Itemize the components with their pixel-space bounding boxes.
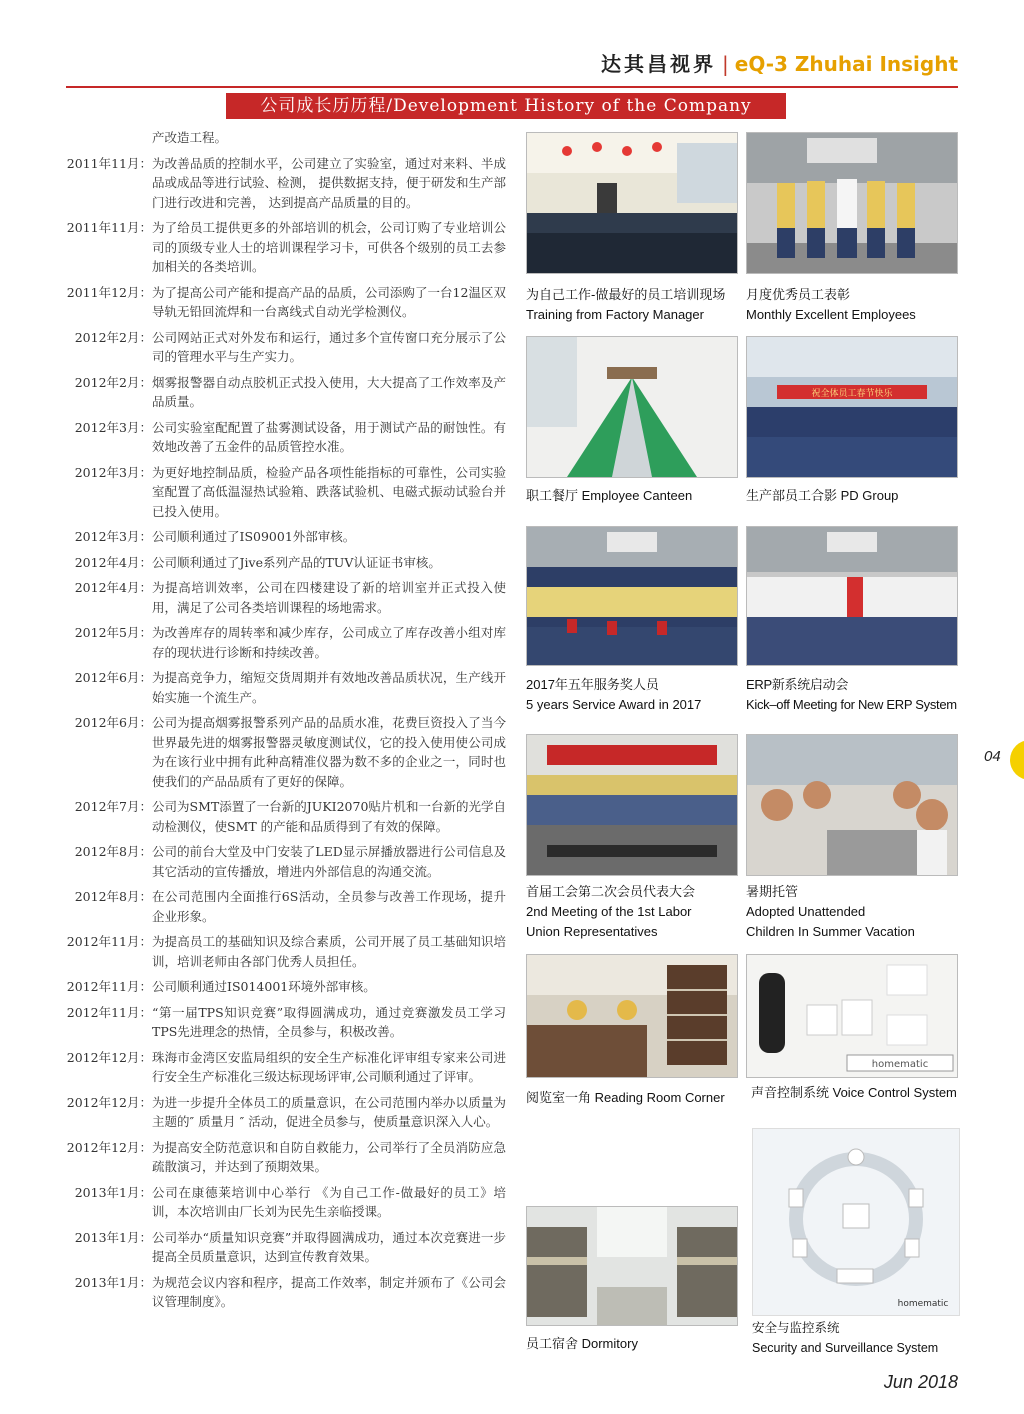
caption-erp-en: Kick–off Meeting for New ERP System bbox=[746, 697, 957, 712]
timeline-date: 2012年5月： bbox=[74, 625, 152, 640]
timeline-date: 2013年1月： bbox=[74, 1229, 152, 1245]
caption-training bbox=[526, 285, 725, 325]
timeline-date: 2012年12月： bbox=[66, 1049, 152, 1065]
timeline-text: 烟雾报警器自动点胶机正式投入使用，大大提高了工作效率及产品质量。 bbox=[152, 374, 506, 409]
security-system-image bbox=[753, 1129, 959, 1315]
caption-summer-en1: Adopted Unattended bbox=[746, 904, 866, 919]
brand-cn: 达其昌视界 bbox=[601, 52, 717, 76]
timeline-entry bbox=[66, 128, 506, 148]
pd-banner-text: 祝全体员工春节快乐 bbox=[811, 389, 893, 399]
caption-voice bbox=[751, 1083, 957, 1103]
caption-erp bbox=[746, 675, 957, 715]
timeline-entry bbox=[66, 842, 506, 881]
caption-union-en1: 2nd Meeting of the 1st Labor bbox=[526, 904, 692, 919]
caption-service-award-en: 5 years Service Award in 2017 bbox=[526, 697, 702, 712]
timeline-entry bbox=[66, 623, 506, 662]
timeline-text: 公司顺利通过了IS09001外部审核。 bbox=[152, 529, 356, 544]
timeline-date: 2013年1月： bbox=[74, 1184, 152, 1200]
page-tab-marker bbox=[1010, 740, 1024, 780]
erp-meeting-image bbox=[747, 527, 957, 665]
timeline-date: 2012年8月： bbox=[74, 889, 152, 904]
timeline-entry bbox=[66, 1183, 506, 1222]
caption-summer-cn: 暑期托管 bbox=[746, 884, 799, 899]
timeline-text: 为改善品质的控制水平，公司建立了实验室，通过对来料、半成品或成品等进行试验、检测， 提供数据支持，便于研发和生产部门进行改进和完善， 达到提高产品质量的目的。 bbox=[152, 155, 506, 210]
voice-logo-text: homematic bbox=[871, 1059, 929, 1070]
timeline-text: 公司在康德莱培训中心举行 《为自己工作-做最好的员工》培训，本次培训由厂长刘为民先生亲临授课。 bbox=[152, 1184, 506, 1219]
timeline-text: 公司为提高烟雾报警系列产品的品质水准，花费巨资投入了当今世界最先进的烟雾报警器灵敏度测试仪，它的投入使用使公司成为在该行业中拥有此种高精准仪器为数不多的企业之一，同时也使我们的产品品质有了更好的保障。 bbox=[152, 715, 506, 789]
dormitory-image bbox=[527, 1207, 737, 1325]
timeline-text: 为规范会议内容和程序，提高工作效率，制定并颁布了《公司会议管理制度》。 bbox=[152, 1274, 506, 1309]
timeline-entry bbox=[66, 218, 506, 277]
timeline-text: 公司顺利通过了Jive系列产品的TUV认证证书审核。 bbox=[152, 554, 441, 570]
timeline-entry bbox=[66, 1048, 506, 1087]
timeline-entry bbox=[66, 932, 506, 971]
timeline-entry bbox=[66, 1093, 506, 1132]
caption-service-award-cn: 2017年五年服务奖人员 bbox=[526, 677, 659, 692]
caption-monthly bbox=[746, 285, 916, 325]
caption-summer bbox=[746, 882, 915, 942]
page-number: 04 bbox=[984, 748, 1001, 765]
header-divider bbox=[66, 86, 958, 88]
caption-security bbox=[752, 1318, 938, 1358]
timeline-entry bbox=[66, 1273, 506, 1312]
timeline-entry bbox=[66, 328, 506, 367]
caption-canteen-cn: 职工餐厅 Employee Canteen bbox=[526, 488, 693, 503]
photo-erp bbox=[746, 526, 958, 666]
union-meeting-image bbox=[527, 735, 737, 875]
caption-summer-en2: Children In Summer Vacation bbox=[746, 924, 915, 939]
timeline-entry bbox=[66, 887, 506, 926]
timeline-date: 2012年12月： bbox=[66, 1094, 152, 1110]
footer-date: Jun 2018 bbox=[883, 1372, 958, 1392]
timeline-text: 为了给员工提供更多的外部培训的机会，公司订购了专业培训公司的顶级专业人士的培训课程学习卡，可供各个级别的员工去参加相关的各类培训。 bbox=[152, 220, 506, 274]
photo-service-award bbox=[526, 526, 738, 666]
timeline-date: 2012年11月： bbox=[66, 1004, 152, 1020]
timeline-date: 2012年4月： bbox=[74, 554, 152, 570]
caption-reading bbox=[526, 1088, 725, 1108]
timeline-text: 为提高培训效率，公司在四楼建设了新的培训室并正式投入使用，满足了公司各类培训课程的场地需求。 bbox=[152, 580, 506, 615]
photo-dormitory bbox=[526, 1206, 738, 1326]
timeline-date: 2012年3月： bbox=[74, 529, 152, 544]
timeline-text: 公司的前台大堂及中门安装了LED显示屏播放器进行公司信息及其它活动的宣传播放，增进内外部信息的沟通交流。 bbox=[152, 844, 506, 879]
timeline-text: 为提高竞争力，缩短交货周期并有效地改善品质状况，生产线开始实施一个流生产。 bbox=[152, 670, 506, 705]
timeline-entry bbox=[66, 578, 506, 617]
section-title: 公司成长历历程/Development History of the Company bbox=[226, 93, 786, 119]
brand-en: eQ-3 Zhuhai Insight bbox=[734, 52, 958, 76]
timeline bbox=[66, 128, 506, 1318]
timeline-text: 公司实验室配配置了盐雾测试设备，用于测试产品的耐蚀性。有效地改善了五金件的品质管控水准。 bbox=[152, 419, 506, 454]
timeline-text: “第一届TPS知识竞赛”取得圆满成功，通过竞赛激发员工学习TPS先进理念的热情，全员参与，积极改善。 bbox=[152, 1004, 506, 1039]
caption-training-en: Training from Factory Manager bbox=[526, 307, 704, 322]
service-award-image bbox=[527, 527, 737, 665]
timeline-text: 珠海市金湾区安监局组织的安全生产标准化评审组专家来公司进行安全生产标准化三级达标现场评审,公司顺利通过了评审。 bbox=[152, 1049, 506, 1084]
canteen-image bbox=[527, 337, 737, 477]
caption-voice-cn: 声音控制系统 Voice Control System bbox=[751, 1085, 957, 1100]
timeline-date: 2012年3月： bbox=[74, 464, 152, 480]
timeline-text: 为改善库存的周转率和减少库存，公司成立了库存改善小组对库存的现状进行诊断和持续改善。 bbox=[152, 625, 506, 660]
brand-separator: | bbox=[722, 52, 729, 76]
caption-canteen bbox=[526, 486, 692, 506]
timeline-entry bbox=[66, 977, 506, 997]
timeline-date: 2012年3月： bbox=[74, 419, 152, 435]
header-brand bbox=[601, 48, 958, 77]
photo-security bbox=[752, 1128, 960, 1316]
timeline-entry bbox=[66, 154, 506, 213]
timeline-text: 为了提高公司产能和提高产品的品质，公司添购了一台12温区双导轨无铅回流焊和一台离线式自动光学检测仪。 bbox=[152, 284, 506, 319]
timeline-entry bbox=[66, 1138, 506, 1177]
timeline-date: 2012年2月： bbox=[74, 329, 152, 345]
timeline-entry bbox=[66, 553, 506, 573]
caption-union-en2: Union Representatives bbox=[526, 924, 658, 939]
timeline-date: 2012年11月： bbox=[66, 979, 152, 994]
timeline-date: 2012年2月： bbox=[74, 374, 152, 390]
timeline-entry bbox=[66, 527, 506, 547]
timeline-text: 为提高员工的基础知识及综合素质，公司开展了员工基础知识培训，培训老师由各部门优秀人员担任。 bbox=[152, 934, 506, 969]
caption-erp-cn: ERP新系统启动会 bbox=[746, 677, 849, 692]
summer-care-image bbox=[747, 735, 957, 875]
timeline-entry bbox=[66, 283, 506, 322]
timeline-date: 2012年8月： bbox=[74, 844, 152, 859]
timeline-date: 2011年12月： bbox=[66, 284, 152, 300]
timeline-text: 产改造工程。 bbox=[152, 130, 228, 145]
timeline-text: 在公司范围内全面推行6S活动，全员参与改善工作现场，提升企业形象。 bbox=[152, 889, 506, 924]
caption-monthly-en: Monthly Excellent Employees bbox=[746, 307, 916, 322]
security-logo-text: homematic bbox=[897, 1299, 949, 1309]
timeline-date: 2013年1月： bbox=[74, 1274, 152, 1290]
photo-summer bbox=[746, 734, 958, 876]
timeline-text: 公司举办“质量知识竞赛”并取得圆满成功，通过本次竞赛进一步提高全员质量意识，达到宣传教育效果。 bbox=[152, 1229, 506, 1264]
timeline-entry bbox=[66, 668, 506, 707]
photo-training bbox=[526, 132, 738, 274]
monthly-employees-image bbox=[747, 133, 957, 273]
timeline-date: 2012年12月： bbox=[66, 1139, 152, 1155]
timeline-entry bbox=[66, 373, 506, 412]
timeline-date: 2012年4月： bbox=[74, 580, 152, 595]
photo-reading bbox=[526, 954, 738, 1078]
timeline-text: 公司顺利通过IS014001环境外部审核。 bbox=[152, 979, 376, 994]
timeline-entry bbox=[66, 1228, 506, 1267]
timeline-date: 2012年7月： bbox=[74, 799, 152, 814]
caption-security-en: Security and Surveillance System bbox=[752, 1341, 939, 1355]
timeline-text: 为更好地控制品质，检验产品各项性能指标的可靠性，公司实验室配置了高低温湿热试验箱、跌落试验机、电磁式振动试验台并已投入使用。 bbox=[152, 464, 506, 519]
timeline-text: 公司网站正式对外发布和运行，通过多个宣传窗口充分展示了公司的管理水平与生产实力。 bbox=[152, 329, 506, 364]
timeline-date: 2012年11月： bbox=[66, 934, 152, 949]
photo-union bbox=[526, 734, 738, 876]
reading-room-image bbox=[527, 955, 737, 1077]
timeline-entry bbox=[66, 713, 506, 791]
caption-training-cn: 为自己工作-做最好的员工培训现场 bbox=[526, 287, 726, 302]
photo-pd-group bbox=[746, 336, 958, 478]
photo-canteen bbox=[526, 336, 738, 478]
caption-service-award bbox=[526, 675, 701, 715]
pd-group-image bbox=[747, 337, 957, 477]
timeline-date: 2012年6月： bbox=[74, 670, 152, 685]
timeline-entry bbox=[66, 463, 506, 522]
timeline-date bbox=[66, 128, 152, 148]
timeline-date: 2011年11月： bbox=[66, 155, 152, 171]
caption-union bbox=[526, 882, 695, 942]
photo-voice bbox=[746, 954, 958, 1078]
caption-pd-group-cn: 生产部员工合影 PD Group bbox=[746, 488, 899, 503]
voice-control-image bbox=[747, 955, 957, 1077]
caption-union-cn: 首届工会第二次会员代表大会 bbox=[526, 884, 696, 899]
timeline-text: 为提高安全防范意识和自防自救能力，公司举行了全员消防应急疏散演习，并达到了预期效果。 bbox=[152, 1139, 506, 1174]
caption-security-cn: 安全与监控系统 bbox=[752, 1321, 840, 1335]
training-room-image bbox=[527, 133, 737, 273]
caption-dormitory-cn: 员工宿舍 Dormitory bbox=[526, 1336, 638, 1351]
photo-monthly bbox=[746, 132, 958, 274]
timeline-text: 公司为SMT添置了一台新的JUKI2070贴片机和一台新的光学自动检测仪，使SMT 的产能和品质得到了有效的保障。 bbox=[152, 799, 506, 834]
timeline-date: 2012年6月： bbox=[74, 715, 152, 730]
timeline-entry bbox=[66, 1003, 506, 1042]
timeline-entry bbox=[66, 418, 506, 457]
caption-dormitory bbox=[526, 1334, 638, 1354]
timeline-date: 2011年11月： bbox=[66, 220, 152, 235]
caption-monthly-cn: 月度优秀员工表彰 bbox=[746, 287, 851, 302]
caption-pd-group bbox=[746, 486, 898, 506]
timeline-text: 为进一步提升全体员工的质量意识，在公司范围内举办以质量为主题的″ 质量月 ″ 活动，促进全员参与，使质量意识深入人心。 bbox=[152, 1094, 506, 1129]
timeline-entry bbox=[66, 797, 506, 836]
caption-reading-cn: 阅览室一角 Reading Room Corner bbox=[526, 1090, 725, 1105]
